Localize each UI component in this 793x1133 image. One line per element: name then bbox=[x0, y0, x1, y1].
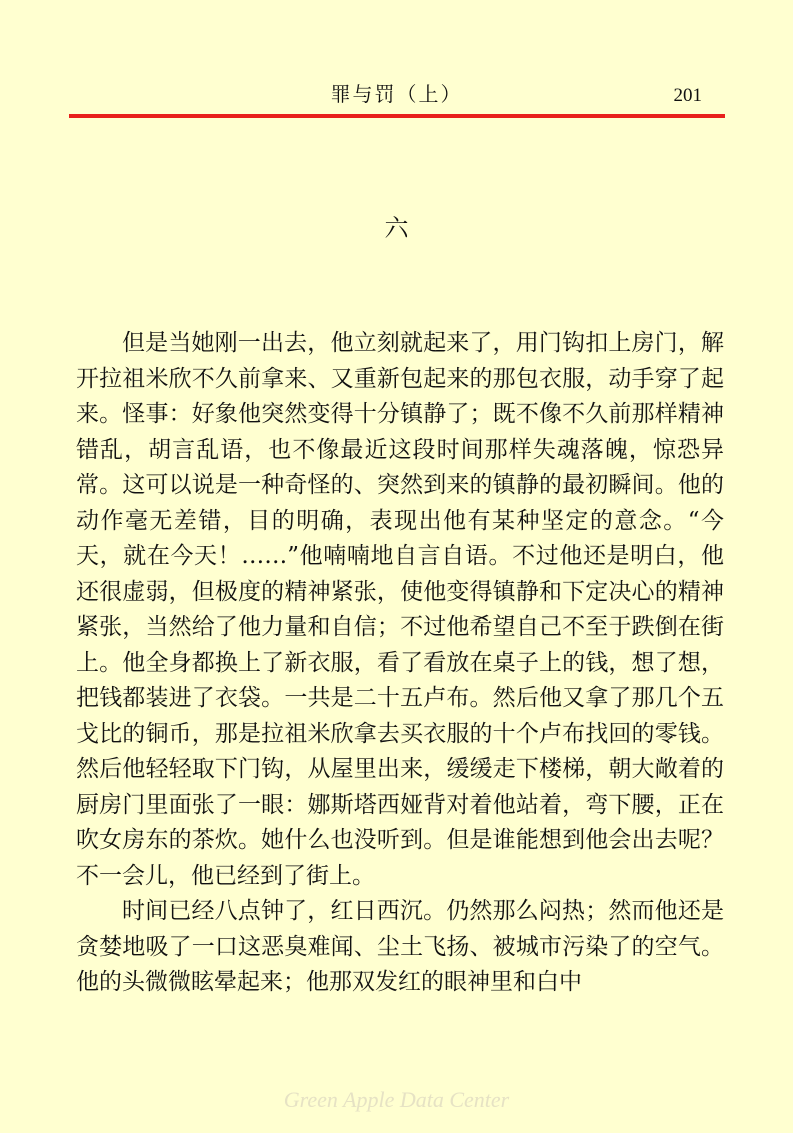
header-rule bbox=[69, 114, 725, 118]
page-number: 201 bbox=[673, 85, 702, 106]
paragraph: 时间已经八点钟了，红日西沉。仍然那么闷热；然而他还是贪婪地吸了一口这恶臭难闻、尘土飞扬、被城市污染了的空气。他的头微微眩晕起来；他那双发红的眼神里和白中 bbox=[76, 898, 724, 995]
chapter-heading: 六 bbox=[384, 214, 409, 242]
paragraph: 但是当她刚一出去，他立刻就起来了，用门钩扣上房门，解开拉祖米欣不久前拿来、又重新包起来的那包衣服，动手穿了起来。怪事：好象他突然变得十分镇静了；既不像不久前那样精神错乱，胡言乱语，也不像最近这段时间那样失魂落魄，惊恐异常。这可以说是一种奇怪的、突然到来的镇静的最初瞬间。他的动作毫无差错，目的明确，表现出他有某种坚定的意念。“今天，就在今天！……”他喃喃地自言自语。不过他还是明白，他还很虚弱，但极度的精神紧张，使他变得镇静和下定决心的精神紧张，当然给了他力量和自信；不过他希望自己不至于跌倒在街上。他全身都换上了新衣服，看了看放在桌子上的钱，想了想，把钱都装进了衣袋。一共是二十五卢布。然后他又拿了那几个五戈比的铜币，那是拉祖米欣拿去买衣服的十个卢布找回的零钱。然后他轻轻取下门钩，从屋里出来，缓缓走下楼梯，朝大敞着的厨房门里面张了一眼：娜斯塔西娅背对着他站着，弯下腰，正在吹女房东的茶炊。她什么也没听到。但是谁能想到他会出去呢？不一会儿，他已经到了街上。 bbox=[76, 330, 724, 889]
running-header-title: 罪与罚（上） bbox=[330, 82, 463, 106]
watermark: Green Apple Data Center bbox=[283, 1087, 510, 1112]
body-text bbox=[76, 326, 724, 1001]
